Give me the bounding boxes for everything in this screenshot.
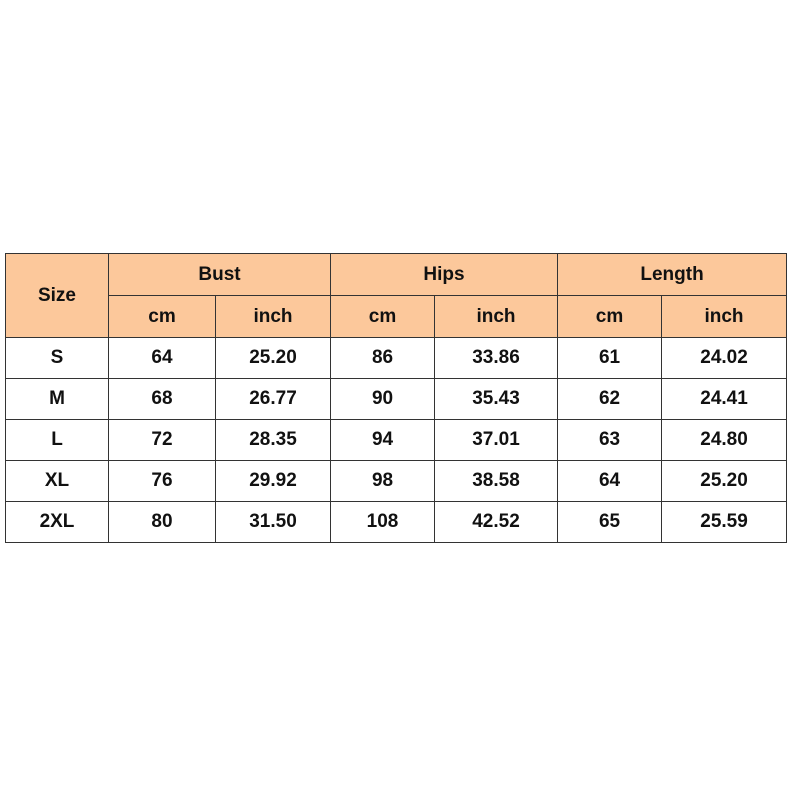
hips-cm-cell: 98	[331, 461, 435, 502]
length-inch-header: inch	[662, 296, 787, 338]
length-cm-cell: 61	[558, 338, 662, 379]
bust-inch-cell: 26.77	[216, 379, 331, 420]
size-cell: L	[6, 420, 109, 461]
table-row	[6, 379, 787, 420]
header-unit-row	[6, 296, 787, 338]
hips-cm-cell: 90	[331, 379, 435, 420]
hips-cm-header: cm	[331, 296, 435, 338]
bust-cm-cell: 80	[109, 502, 216, 543]
hips-cm-cell: 86	[331, 338, 435, 379]
hips-inch-header: inch	[435, 296, 558, 338]
header-group-row	[6, 254, 787, 296]
size-cell: XL	[6, 461, 109, 502]
length-inch-cell: 24.80	[662, 420, 787, 461]
size-cell: S	[6, 338, 109, 379]
length-inch-cell: 24.41	[662, 379, 787, 420]
bust-inch-cell: 29.92	[216, 461, 331, 502]
length-inch-cell: 25.59	[662, 502, 787, 543]
bust-cm-cell: 64	[109, 338, 216, 379]
length-cm-cell: 62	[558, 379, 662, 420]
size-cell: M	[6, 379, 109, 420]
bust-inch-cell: 28.35	[216, 420, 331, 461]
bust-inch-cell: 25.20	[216, 338, 331, 379]
table-header	[6, 254, 787, 338]
table-row	[6, 420, 787, 461]
length-group-header: Length	[558, 254, 787, 296]
hips-group-header: Hips	[331, 254, 558, 296]
length-cm-cell: 63	[558, 420, 662, 461]
hips-cm-cell: 108	[331, 502, 435, 543]
bust-inch-cell: 31.50	[216, 502, 331, 543]
length-cm-cell: 64	[558, 461, 662, 502]
bust-cm-cell: 76	[109, 461, 216, 502]
size-cell: 2XL	[6, 502, 109, 543]
size-chart-table	[5, 253, 787, 543]
hips-inch-cell: 38.58	[435, 461, 558, 502]
hips-inch-cell: 37.01	[435, 420, 558, 461]
hips-inch-cell: 42.52	[435, 502, 558, 543]
length-cm-cell: 65	[558, 502, 662, 543]
bust-cm-header: cm	[109, 296, 216, 338]
size-column-header: Size	[6, 254, 109, 338]
bust-cm-cell: 72	[109, 420, 216, 461]
table-row	[6, 502, 787, 543]
hips-inch-cell: 35.43	[435, 379, 558, 420]
hips-inch-cell: 33.86	[435, 338, 558, 379]
bust-group-header: Bust	[109, 254, 331, 296]
length-cm-header: cm	[558, 296, 662, 338]
bust-cm-cell: 68	[109, 379, 216, 420]
hips-cm-cell: 94	[331, 420, 435, 461]
table-body	[6, 338, 787, 543]
bust-inch-header: inch	[216, 296, 331, 338]
table-row	[6, 338, 787, 379]
length-inch-cell: 25.20	[662, 461, 787, 502]
table-row	[6, 461, 787, 502]
length-inch-cell: 24.02	[662, 338, 787, 379]
